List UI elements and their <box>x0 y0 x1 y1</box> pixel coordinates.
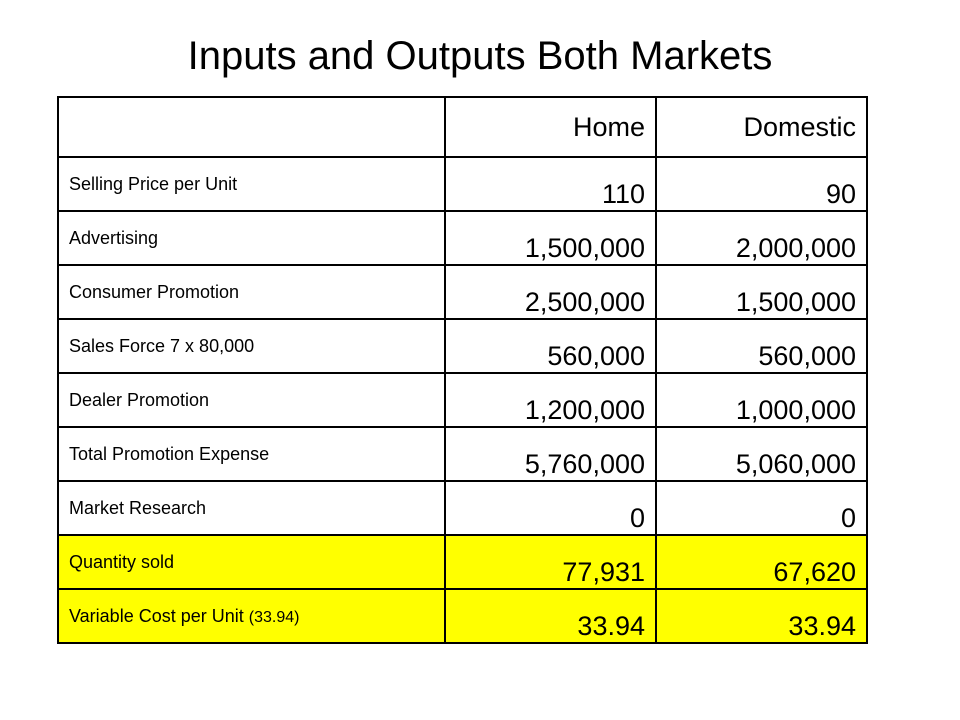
table-row <box>58 481 867 535</box>
header-domestic: Domestic <box>656 97 867 157</box>
row-label: Quantity sold <box>58 535 445 589</box>
domestic-value: 90 <box>656 157 867 211</box>
header-home: Home <box>445 97 656 157</box>
home-value: 1,500,000 <box>445 211 656 265</box>
home-value: 560,000 <box>445 319 656 373</box>
header-corner-cell <box>58 97 445 157</box>
table-row-highlighted <box>58 535 867 589</box>
row-label: Sales Force 7 x 80,000 <box>58 319 445 373</box>
table-row <box>58 157 867 211</box>
home-value: 1,200,000 <box>445 373 656 427</box>
domestic-value: 5,060,000 <box>656 427 867 481</box>
domestic-value: 33.94 <box>656 589 867 643</box>
slide-title: Inputs and Outputs Both Markets <box>187 34 773 78</box>
table-row <box>58 265 867 319</box>
domestic-value: 2,000,000 <box>656 211 867 265</box>
row-label: Market Research <box>58 481 445 535</box>
row-label: Selling Price per Unit <box>58 157 445 211</box>
row-label: Total Promotion Expense <box>58 427 445 481</box>
table-row <box>58 319 867 373</box>
table-row-highlighted <box>58 589 867 643</box>
row-label: Variable Cost per Unit <box>69 605 244 626</box>
row-label-cell <box>58 589 445 643</box>
home-value: 77,931 <box>445 535 656 589</box>
home-value: 0 <box>445 481 656 535</box>
domestic-value: 1,000,000 <box>656 373 867 427</box>
row-label-note: (33.94) <box>248 608 300 626</box>
domestic-value: 1,500,000 <box>656 265 867 319</box>
domestic-value: 560,000 <box>656 319 867 373</box>
row-label: Consumer Promotion <box>58 265 445 319</box>
row-label: Advertising <box>58 211 445 265</box>
domestic-value: 0 <box>656 481 867 535</box>
inputs-outputs-table <box>57 96 868 644</box>
row-label: Dealer Promotion <box>58 373 445 427</box>
table-row <box>58 211 867 265</box>
table-header-row <box>58 97 867 157</box>
home-value: 110 <box>445 157 656 211</box>
domestic-value: 67,620 <box>656 535 867 589</box>
home-value: 2,500,000 <box>445 265 656 319</box>
home-value: 33.94 <box>445 589 656 643</box>
table-row <box>58 373 867 427</box>
home-value: 5,760,000 <box>445 427 656 481</box>
table-row <box>58 427 867 481</box>
